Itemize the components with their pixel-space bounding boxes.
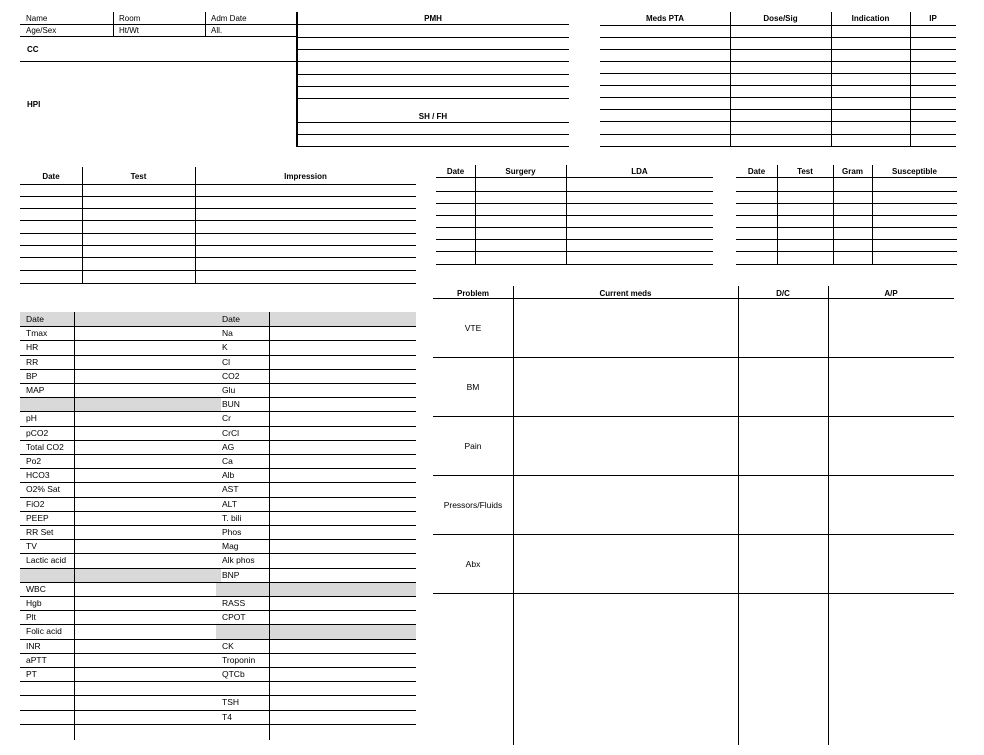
labs-row-label: BNP <box>222 569 240 580</box>
labs-row-label: CO2 <box>222 370 240 381</box>
pmh-line <box>297 37 569 38</box>
pmh-title: PMH <box>424 14 442 23</box>
surgery-date-header: Date <box>446 167 465 176</box>
pmh-line <box>297 98 569 99</box>
meds-line <box>600 109 956 110</box>
labs-row-label: BUN <box>222 399 240 410</box>
hpi-label: HPI <box>27 100 41 109</box>
vitals-row-label: WBC <box>26 583 46 594</box>
labs-line <box>216 695 416 696</box>
vitals-row-label: TV <box>26 541 37 552</box>
vitals-row-label: HR <box>26 342 39 353</box>
labs-line <box>216 482 416 483</box>
gram-header: Gram <box>842 167 863 176</box>
labs-row-label: CPOT <box>222 612 246 623</box>
surgery-line <box>436 227 713 228</box>
micro-line <box>736 215 957 216</box>
vitals-row-label: HCO3 <box>26 470 50 481</box>
tests-line <box>20 257 416 258</box>
vitals-line <box>20 497 221 498</box>
labs-row-label: K <box>222 342 228 353</box>
labs-line <box>216 710 416 711</box>
vitals-shaded-row <box>20 397 221 411</box>
surgery-line <box>436 177 713 178</box>
labs-line <box>216 610 416 611</box>
pmh-line <box>297 146 569 147</box>
labs-line <box>216 369 416 370</box>
surgery-header: Surgery <box>505 167 536 176</box>
vitals-line <box>20 653 221 654</box>
labs-row-label: Glu <box>222 385 236 395</box>
labs-divider <box>269 312 270 740</box>
meds-pta-header: Meds PTA <box>645 14 685 23</box>
vitals-row-label: PT <box>26 669 37 679</box>
name-label: Name <box>26 14 48 23</box>
tests-line <box>20 208 416 209</box>
problem-row-label: Abx <box>465 559 481 569</box>
tests-line <box>20 245 416 246</box>
labs-row-label: Mag <box>222 541 239 552</box>
labs-line <box>216 681 416 682</box>
vitals-row-label: O2% Sat <box>26 484 61 495</box>
surgery-line <box>436 203 713 204</box>
micro-line <box>736 239 957 240</box>
ht-wt-label: Ht/Wt <box>119 26 139 35</box>
vitals-row-label: Plt <box>26 612 36 623</box>
vitals-row-label: Po2 <box>26 456 42 466</box>
labs-row-label: TSH <box>222 697 239 708</box>
vitals-line <box>20 525 221 526</box>
vitals-line <box>20 695 221 696</box>
vitals-line <box>20 411 221 412</box>
vitals-shaded-row <box>20 568 221 582</box>
vitals-line <box>20 539 221 540</box>
sh-fh-title: SH / FH <box>418 112 448 121</box>
lda-header: LDA <box>631 167 648 176</box>
current-meds-header: Current meds <box>599 289 652 298</box>
pmh-line <box>297 134 569 135</box>
room-label: Room <box>119 14 141 23</box>
labs-row-label: Alb <box>222 470 235 481</box>
labs-row-label: CK <box>222 640 234 651</box>
vitals-row-label: Tmax <box>26 328 48 339</box>
tests-line <box>20 184 416 185</box>
vitals-divider <box>74 312 75 740</box>
meds-line <box>600 85 956 86</box>
tests-line <box>20 283 416 284</box>
vitals-line <box>20 667 221 668</box>
vitals-row-label: RR <box>26 356 39 367</box>
meds-line <box>600 134 956 135</box>
labs-row-label: Alk phos <box>222 555 255 566</box>
micro-line <box>736 203 957 204</box>
labs-line <box>216 553 416 554</box>
pmh-line <box>297 74 569 75</box>
pmh-line <box>297 24 569 25</box>
micro-line <box>736 251 957 252</box>
labs-shaded-row <box>216 624 416 638</box>
vitals-line <box>20 681 221 682</box>
vitals-row-label: INR <box>26 640 41 651</box>
labs-row-label: AG <box>222 441 235 452</box>
pmh-line <box>297 86 569 87</box>
vitals-line <box>20 511 221 512</box>
labs-row-label: AST <box>222 484 239 495</box>
labs-line <box>216 568 416 569</box>
problem-row-line <box>433 357 954 358</box>
meds-line <box>600 25 956 26</box>
age-sex-label: Age/Sex <box>26 26 57 35</box>
problem-row-line <box>433 416 954 417</box>
susceptible-header: Susceptible <box>892 167 937 176</box>
micro-test-header: Test <box>797 167 813 176</box>
micro-line <box>736 177 957 178</box>
labs-line <box>216 411 416 412</box>
tests-line <box>20 220 416 221</box>
pmh-line <box>297 49 569 50</box>
vitals-row-label: Lactic acid <box>26 555 67 566</box>
dc-header: D/C <box>776 289 790 298</box>
labs-line <box>216 724 416 725</box>
labs-shaded-row <box>216 582 416 596</box>
tests-impression-header: Impression <box>284 172 327 181</box>
vitals-line <box>20 610 221 611</box>
labs-line <box>216 326 416 327</box>
vitals-line <box>20 426 221 427</box>
problem-row-line <box>433 534 954 535</box>
labs-row-label: T4 <box>222 711 232 722</box>
labs-row-label: Troponin <box>222 654 256 665</box>
vitals-line <box>20 553 221 554</box>
labs-row-label: Cr <box>222 413 231 424</box>
vitals-row-label: BP <box>26 370 38 381</box>
vitals-line <box>20 440 221 441</box>
labs-line <box>216 468 416 469</box>
vitals-row-label: FiO2 <box>26 498 45 509</box>
vitals-line <box>20 582 221 583</box>
labs-line <box>216 397 416 398</box>
vitals-line <box>20 639 221 640</box>
vitals-row-label: pH <box>26 413 37 424</box>
labs-row-label: ALT <box>222 498 237 509</box>
ap-header: A/P <box>884 289 898 298</box>
labs-line <box>216 426 416 427</box>
adm-date-label: Adm Date <box>211 14 247 23</box>
ip-header: IP <box>929 14 937 23</box>
vitals-line <box>20 710 221 711</box>
vitals-line <box>20 568 221 569</box>
labs-line <box>216 653 416 654</box>
labs-row-label: Phos <box>222 527 242 537</box>
pmh-line <box>297 122 569 123</box>
surgery-line <box>436 191 713 192</box>
problem-header: Problem <box>456 289 489 298</box>
vitals-row-label: PEEP <box>26 512 49 523</box>
vitals-row-label: Total CO2 <box>26 441 64 452</box>
meds-line <box>600 37 956 38</box>
vitals-line <box>20 482 221 483</box>
labs-line <box>216 355 416 356</box>
labs-line <box>216 582 416 583</box>
labs-line <box>216 667 416 668</box>
problem-row-label: Pressors/Fluids <box>443 500 503 510</box>
labs-line <box>216 440 416 441</box>
allergies-label: All. <box>211 26 223 35</box>
vitals-line <box>20 724 221 725</box>
vitals-row-label: pCO2 <box>26 427 49 438</box>
labs-line <box>216 340 416 341</box>
pmh-line <box>297 61 569 62</box>
vitals-row-label: MAP <box>26 385 45 395</box>
labs-line <box>216 539 416 540</box>
labs-line <box>216 525 416 526</box>
tests-date-header: Date <box>42 172 60 181</box>
meds-line <box>600 61 956 62</box>
surgery-line <box>436 251 713 252</box>
problem-header-line <box>433 298 954 299</box>
meds-line <box>600 146 956 147</box>
labs-row-label: RASS <box>222 598 246 608</box>
indication-header: Indication <box>851 14 890 23</box>
vitals-shaded-row <box>20 312 221 326</box>
surgery-line <box>436 215 713 216</box>
problem-row-label: Pain <box>464 441 482 451</box>
labs-row-label: Cl <box>222 356 231 367</box>
vitals-line <box>20 596 221 597</box>
meds-line <box>600 97 956 98</box>
vitals-row-label: Folic acid <box>26 626 62 637</box>
labs-line <box>216 639 416 640</box>
labs-line <box>216 497 416 498</box>
micro-line <box>736 191 957 192</box>
problem-row-label: VTE <box>464 323 482 333</box>
labs-line <box>216 511 416 512</box>
labs-line <box>216 624 416 625</box>
labs-line <box>216 454 416 455</box>
vitals-line <box>20 624 221 625</box>
micro-line <box>736 264 957 265</box>
vitals-line <box>20 340 221 341</box>
problem-row-label: BM <box>466 382 480 392</box>
tests-test-header: Test <box>130 172 147 181</box>
meds-line <box>600 73 956 74</box>
vitals-line <box>20 369 221 370</box>
vitals-line <box>20 355 221 356</box>
vitals-line <box>20 468 221 469</box>
labs-row-label: Ca <box>222 456 233 466</box>
cc-label: CC <box>27 45 39 54</box>
problem-row-line <box>433 475 954 476</box>
surgery-line <box>436 264 713 265</box>
labs-date-header: Date <box>222 314 240 324</box>
labs-row-label: CrCl <box>222 427 239 438</box>
surgery-line <box>436 239 713 240</box>
tests-line <box>20 270 416 271</box>
vitals-date-header: Date <box>26 314 44 324</box>
labs-row-label: Na <box>222 328 233 339</box>
labs-row-label: QTCb <box>222 669 245 679</box>
labs-shaded-row <box>216 312 416 326</box>
vitals-row-label: RR Set <box>26 527 54 537</box>
tests-line <box>20 196 416 197</box>
dose-sig-header: Dose/Sig <box>763 14 798 23</box>
labs-line <box>216 596 416 597</box>
labs-row-label: T. bili <box>222 512 242 523</box>
micro-date-header: Date <box>747 167 766 176</box>
vitals-line <box>20 383 221 384</box>
problem-row-line <box>433 593 954 594</box>
labs-line <box>216 383 416 384</box>
meds-line <box>600 49 956 50</box>
tests-line <box>20 233 416 234</box>
micro-line <box>736 227 957 228</box>
vitals-row-label: Hgb <box>26 598 42 608</box>
vitals-line <box>20 454 221 455</box>
vitals-row-label: aPTT <box>26 654 47 665</box>
meds-line <box>600 121 956 122</box>
vitals-line <box>20 326 221 327</box>
vitals-line <box>20 397 221 398</box>
